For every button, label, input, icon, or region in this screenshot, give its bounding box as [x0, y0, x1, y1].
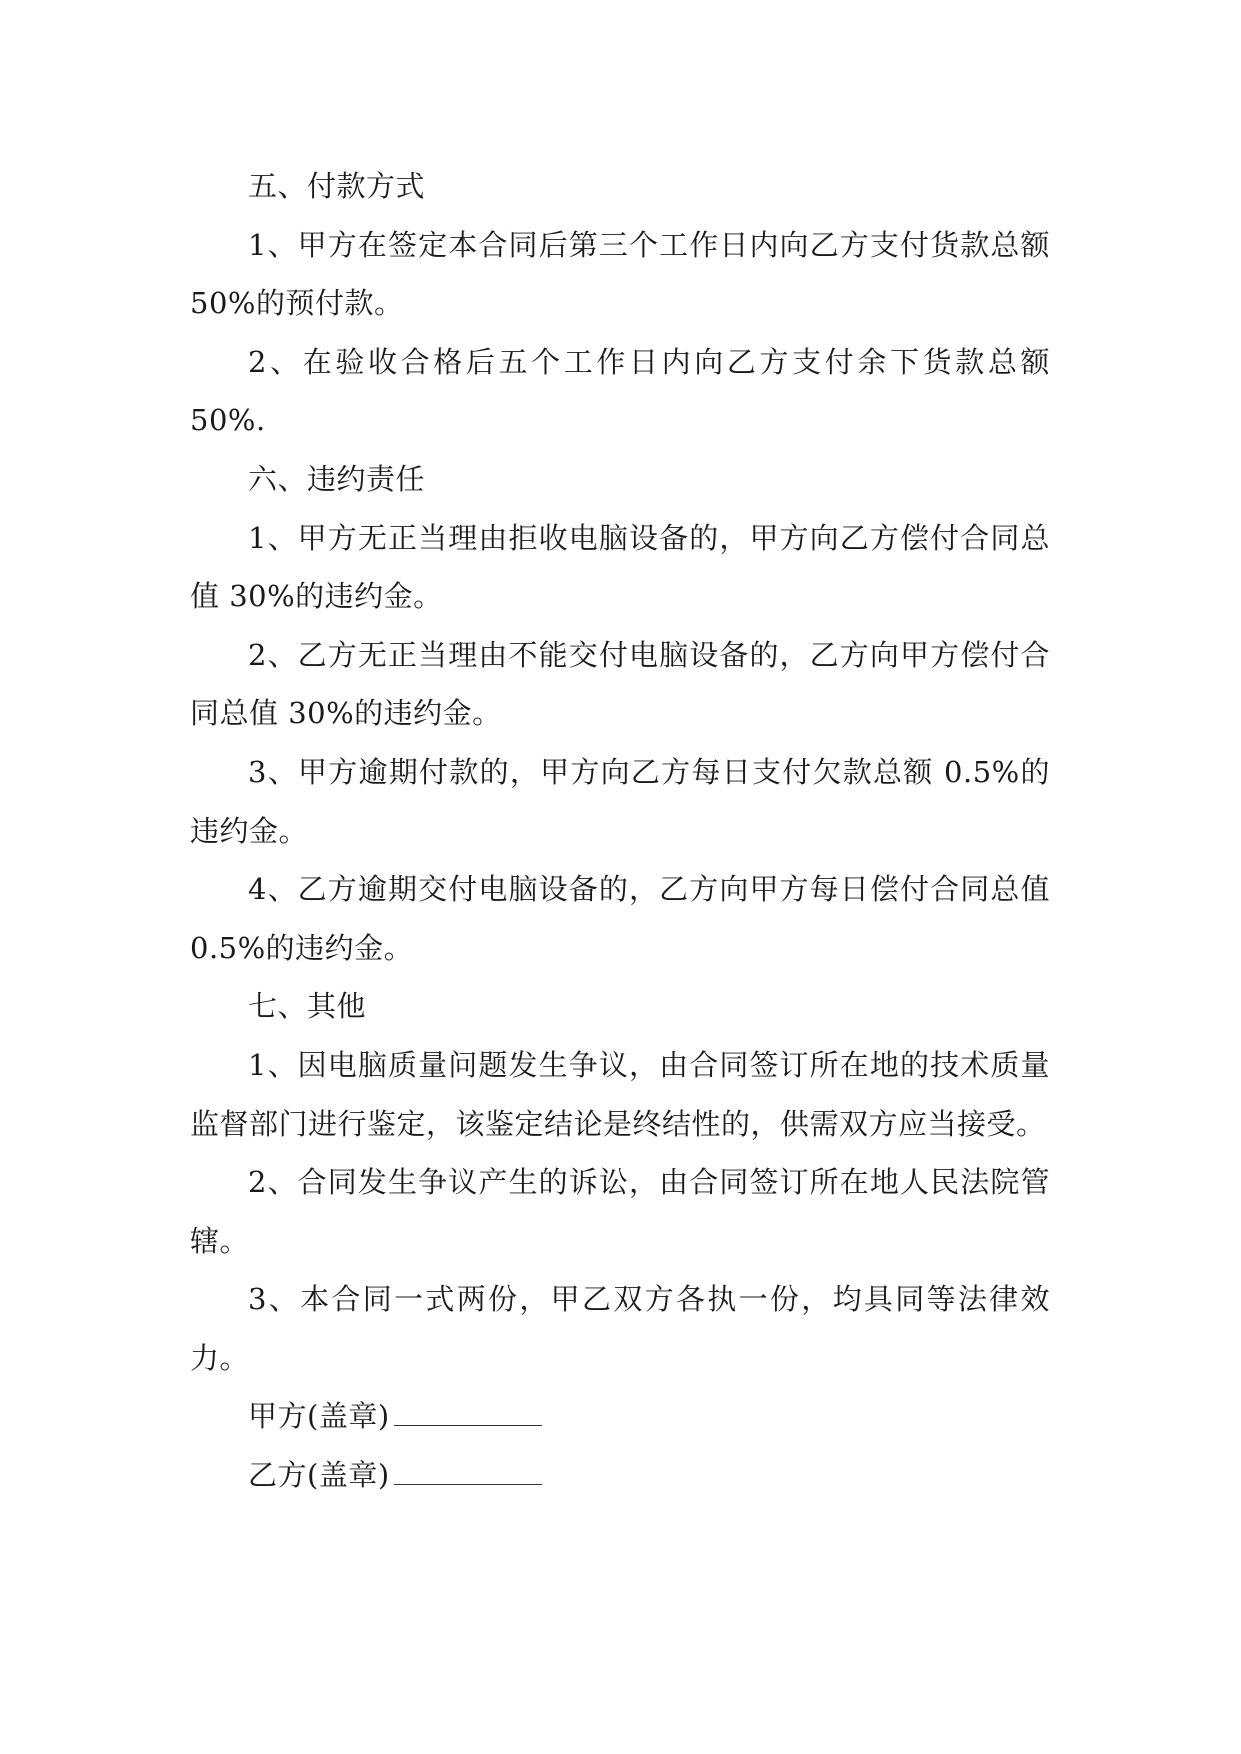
signature-party-b [190, 1446, 1050, 1505]
clause-other-3: 3、本合同一式两份，甲乙双方各执一份，均具同等法律效力。 [190, 1282, 1050, 1375]
section-heading-payment: 五、付款方式 [248, 169, 426, 203]
clause-payment-2: 2、在验收合格后五个工作日内向乙方支付余下货款总额 50%. [190, 344, 1060, 438]
clause-breach-1: 1、甲方无正当理由拒收电脑设备的，甲方向乙方偿付合同总值 30%的违约金。 [190, 520, 1050, 614]
signature-party-a [190, 1387, 1050, 1446]
signature-party-a-label: 甲方(盖章) [248, 1399, 390, 1434]
clause-breach-2: 2、乙方无正当理由不能交付电脑设备的，乙方向甲方偿付合同总值 30%的违约金。 [190, 637, 1050, 731]
clause-other-2: 2、合同发生争议产生的诉讼，由合同签订所在地人民法院管辖。 [190, 1165, 1050, 1258]
document-body [190, 157, 1060, 1505]
signature-party-a-blank [394, 1395, 542, 1426]
signature-party-b-blank [394, 1454, 542, 1485]
clause-other-1: 1、因电脑质量问题发生争议，由合同签订所在地的技术质量监督部门进行鉴定，该鉴定结论是终结性的，供需双方应当接受。 [190, 1047, 1050, 1141]
section-heading-other: 七、其他 [248, 989, 367, 1024]
clause-breach-3: 3、甲方逾期付款的，甲方向乙方每日支付欠款总额 0.5%的违约金。 [190, 754, 1050, 848]
section-heading-breach: 六、违约责任 [248, 461, 426, 496]
signature-party-b-label: 乙方(盖章) [248, 1458, 390, 1493]
clause-breach-4: 4、乙方逾期交付电脑设备的，乙方向甲方每日偿付合同总值 0.5%的违约金。 [190, 872, 1060, 965]
clause-payment-1: 1、甲方在签定本合同后第三个工作日内向乙方支付货款总额 50%的预付款。 [190, 227, 1060, 321]
